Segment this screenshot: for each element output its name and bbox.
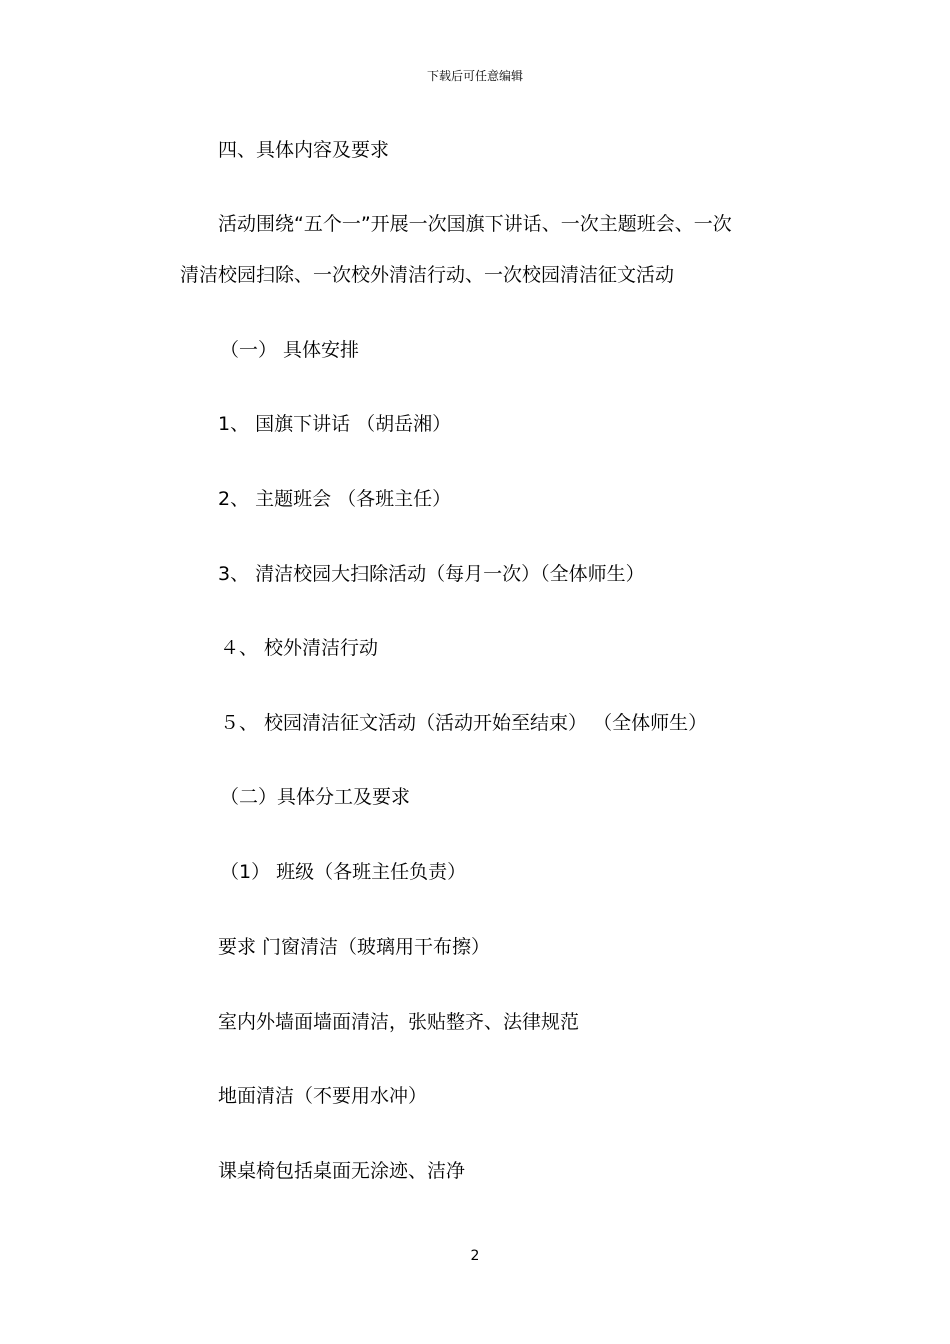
- requirement-line: 地面清洁（不要用水冲）: [218, 1085, 428, 1107]
- page-number: 2: [470, 1248, 480, 1264]
- subsection-heading: （一） 具体安排: [220, 339, 360, 361]
- list-item: ４、 校外清洁行动: [220, 637, 379, 659]
- requirement-line: 要求 门窗清洁（玻璃用干布擦）: [218, 936, 491, 958]
- section-heading: 四、具体内容及要求: [218, 139, 390, 161]
- page-header: 下载后可任意编辑: [426, 69, 523, 83]
- requirement-line: 室内外墙面墙面清洁，张贴整齐、法律规范: [218, 1011, 580, 1033]
- requirement-line: 课桌椅包括桌面无涂迹、洁净: [218, 1160, 466, 1182]
- list-item: 1、 国旗下讲话 （胡岳湘）: [218, 413, 452, 435]
- paragraph-line: 活动围绕“五个一”开展一次国旗下讲话、一次主题班会、一次: [218, 213, 732, 235]
- list-item: （1） 班级（各班主任负责）: [220, 861, 467, 883]
- paragraph-line: 清洁校园扫除、一次校外清洁行动、一次校园清洁征文活动: [180, 264, 675, 286]
- list-item: 3、 清洁校园大扫除活动（每月一次）（全体师生）: [218, 563, 645, 585]
- subsection-heading: （二）具体分工及要求: [220, 786, 411, 808]
- list-item: ５、 校园清洁征文活动（活动开始至结束） （全体师生）: [220, 712, 708, 734]
- list-item: 2、 主题班会 （各班主任）: [218, 488, 452, 510]
